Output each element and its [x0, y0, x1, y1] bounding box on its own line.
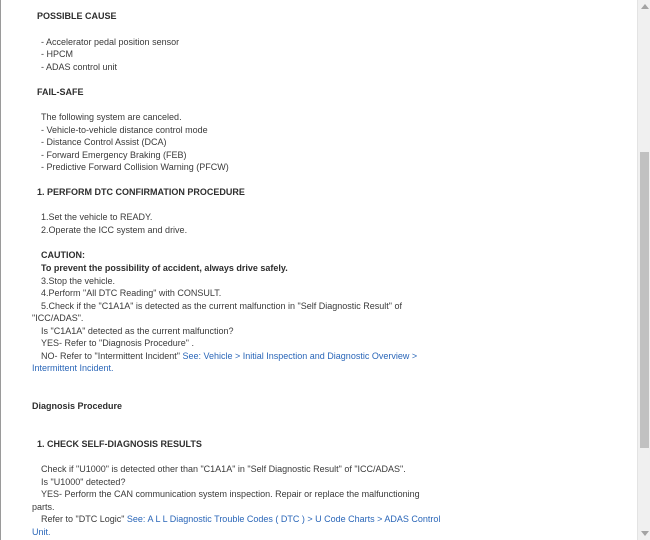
refer-text: Refer to "DTC Logic": [41, 514, 127, 524]
dtc-confirmation-heading: 1. PERFORM DTC CONFIRMATION PROCEDURE: [37, 187, 245, 197]
diagnosis-procedure-heading: Diagnosis Procedure: [32, 401, 123, 411]
procedure-step: 2.Operate the ICC system and drive.: [41, 225, 188, 235]
diagnosis-yes-continued: parts.: [32, 502, 55, 512]
caution-text: To prevent the possibility of accident, always drive safely.: [41, 263, 288, 273]
procedure-step-continued: "ICC/ADAS".: [32, 313, 84, 323]
diagnosis-refer: [41, 514, 440, 525]
diagnosis-check: Check if "U1000" is detected other than "C1A1A" in "Self Diagnostic Result" of "ICC/ADAS".: [41, 464, 406, 474]
procedure-yes: YES- Refer to "Diagnosis Procedure" .: [41, 338, 194, 348]
scroll-down-arrow-icon[interactable]: [641, 531, 649, 536]
cause-item: - Accelerator pedal position sensor: [41, 37, 180, 47]
vertical-scrollbar[interactable]: [637, 0, 650, 540]
cause-item: - ADAS control unit: [41, 62, 118, 72]
diagnosis-question: Is "U1000" detected?: [41, 477, 126, 487]
procedure-question: Is "C1A1A" detected as the current malfunction?: [41, 326, 234, 336]
fail-safe-item: - Vehicle-to-vehicle distance control mode: [41, 125, 208, 135]
procedure-step: 5.Check if the "C1A1A" is detected as the current malfunction in "Self Diagnostic Result" of: [41, 301, 402, 311]
procedure-step: 4.Perform "All DTC Reading" with CONSULT.: [41, 288, 222, 298]
no-text: NO- Refer to "Intermittent Incident": [41, 351, 183, 361]
diagnosis-yes: YES- Perform the CAN communication system inspection. Repair or replace the malfunctioning: [41, 489, 420, 499]
procedure-step: 1.Set the vehicle to READY.: [41, 212, 153, 222]
adas-control-unit-link-continued[interactable]: Unit: [32, 527, 49, 537]
intermittent-incident-link-continued[interactable]: Intermittent Incident: [32, 363, 112, 373]
procedure-step: 3.Stop the vehicle.: [41, 276, 116, 286]
scroll-up-arrow-icon[interactable]: [641, 4, 649, 9]
possible-cause-heading: POSSIBLE CAUSE: [37, 11, 117, 21]
procedure-no-continued: [32, 363, 114, 374]
scrollbar-thumb[interactable]: [640, 152, 649, 448]
fail-safe-intro: The following system are canceled.: [41, 112, 182, 122]
caution-label: CAUTION:: [41, 250, 85, 260]
adas-control-unit-link[interactable]: See: A L L Diagnostic Trouble Codes ( DTC ) > U Code Charts > ADAS Control: [126, 514, 441, 524]
diagnosis-refer-continued: [32, 527, 51, 538]
fail-safe-heading: FAIL-SAFE: [37, 87, 84, 97]
document-content: [1, 0, 637, 540]
link-period: .: [111, 363, 114, 373]
cause-item: - HPCM: [41, 49, 73, 59]
fail-safe-item: - Forward Emergency Braking (FEB): [41, 150, 187, 160]
procedure-no: [41, 351, 417, 362]
fail-safe-item: - Distance Control Assist (DCA): [41, 137, 167, 147]
link-period: .: [48, 527, 51, 537]
check-self-diagnosis-heading: 1. CHECK SELF-DIAGNOSIS RESULTS: [37, 439, 202, 449]
intermittent-incident-link[interactable]: See: Vehicle > Initial Inspection and Diagnostic Overview >: [182, 351, 418, 361]
fail-safe-item: - Predictive Forward Collision Warning (PFCW): [41, 162, 229, 172]
